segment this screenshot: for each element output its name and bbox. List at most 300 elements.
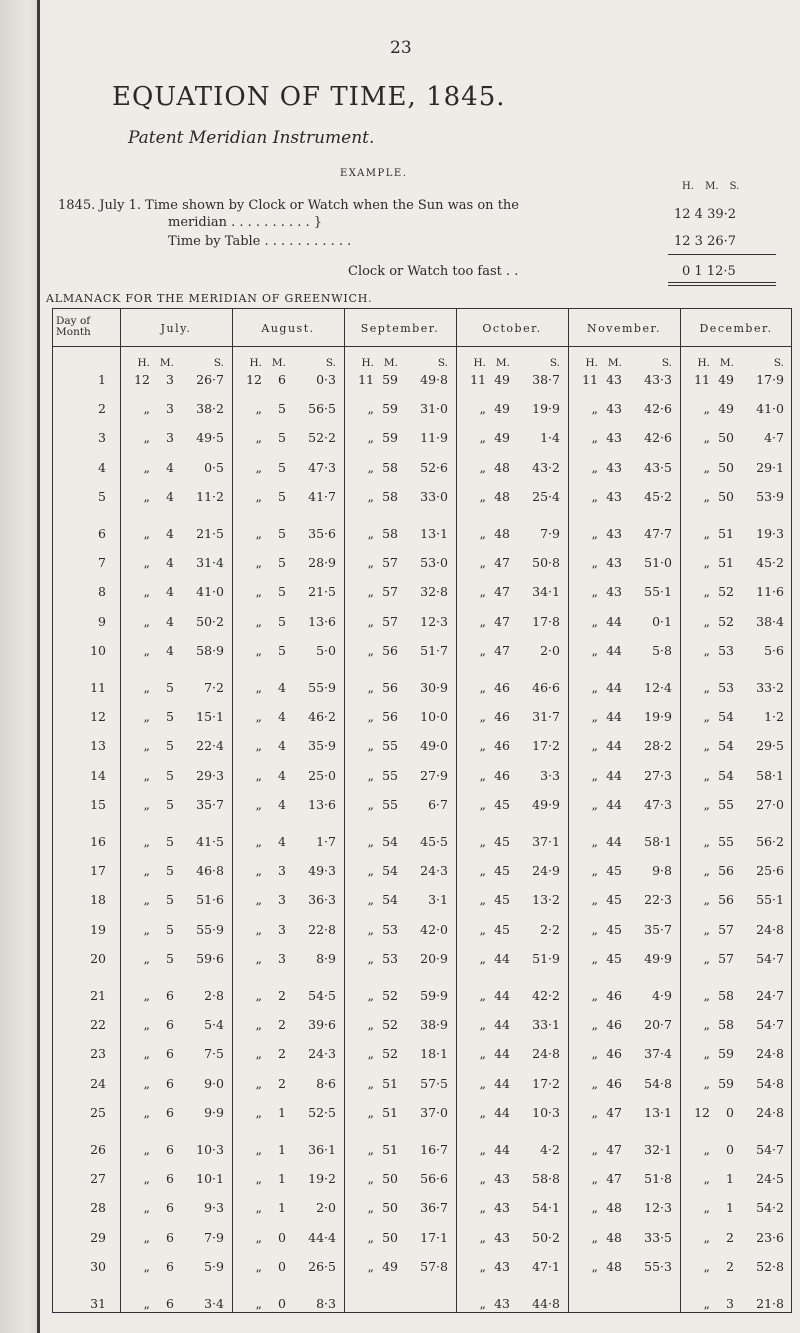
hours-cell: „: [591, 767, 598, 783]
seconds-cell: 52·6: [420, 459, 448, 475]
example-sum-rule: [668, 254, 776, 255]
seconds-cell: 43·2: [532, 459, 560, 475]
seconds-cell: 3·4: [204, 1296, 224, 1311]
hours-cell: „: [255, 613, 262, 629]
minutes-cell: 44: [606, 613, 622, 629]
seconds-cell: 24·8: [756, 1104, 784, 1120]
minutes-cell: 3: [278, 892, 286, 908]
minutes-cell: 43: [494, 1229, 510, 1245]
minutes-cell: 52: [718, 584, 734, 600]
minutes-cell: 46: [494, 709, 510, 725]
seconds-cell: 41·5: [196, 834, 224, 849]
hours-cell: „: [143, 459, 150, 475]
hours-cell: „: [703, 892, 710, 908]
minutes-cell: 53: [382, 921, 398, 937]
seconds-cell: 5·8: [652, 642, 672, 658]
month-header-september: September.: [360, 322, 440, 335]
seconds-cell: 9·9: [204, 1104, 224, 1120]
seconds-cell: 21·5: [308, 584, 336, 600]
unit-label: H.: [585, 357, 598, 369]
minutes-cell: 6: [166, 1075, 174, 1091]
minutes-cell: 59: [382, 401, 398, 417]
seconds-cell: 45·2: [644, 488, 672, 504]
minutes-cell: 43: [494, 1171, 510, 1187]
seconds-cell: 49·5: [196, 430, 224, 446]
seconds-cell: 32·1: [644, 1142, 672, 1157]
hours-cell: „: [591, 796, 598, 812]
seconds-cell: 24·3: [308, 1046, 336, 1062]
seconds-cell: 27·9: [420, 767, 448, 783]
day-number: 31: [90, 1296, 106, 1311]
seconds-cell: 29·5: [756, 738, 784, 754]
minutes-cell: 59: [718, 1075, 734, 1091]
seconds-cell: 54·5: [308, 988, 336, 1003]
seconds-cell: 56·6: [420, 1171, 448, 1187]
minutes-cell: 5: [278, 584, 286, 600]
hours-cell: „: [479, 1104, 486, 1120]
minutes-cell: 51: [382, 1142, 398, 1157]
seconds-cell: 9·0: [204, 1075, 224, 1091]
seconds-cell: 31·4: [196, 555, 224, 571]
seconds-cell: 55·1: [644, 584, 672, 600]
seconds-cell: 42·6: [644, 430, 672, 446]
unit-label: S.: [773, 357, 784, 369]
seconds-cell: 51·9: [532, 950, 560, 966]
seconds-cell: 13·6: [308, 613, 336, 629]
minutes-cell: 43: [606, 372, 622, 387]
hours-cell: „: [143, 555, 150, 571]
minutes-cell: 1: [278, 1142, 286, 1157]
month-header-december: December.: [699, 322, 773, 335]
seconds-cell: 47·7: [644, 526, 672, 541]
seconds-cell: 54·7: [756, 1142, 784, 1157]
minutes-cell: 46: [494, 767, 510, 783]
month-header-august: August.: [261, 322, 315, 335]
unit-label: S.: [325, 357, 336, 369]
column-divider: [232, 308, 233, 1313]
seconds-cell: 17·2: [532, 738, 560, 754]
minutes-cell: 58: [382, 488, 398, 504]
minutes-cell: 1: [278, 1171, 286, 1187]
day-number: 29: [90, 1229, 106, 1245]
minutes-cell: 57: [718, 921, 734, 937]
seconds-cell: 47·3: [308, 459, 336, 475]
minutes-cell: 50: [718, 459, 734, 475]
seconds-cell: 28·9: [308, 555, 336, 571]
hours-cell: „: [591, 863, 598, 879]
hours-cell: „: [591, 921, 598, 937]
minutes-cell: 1: [278, 1200, 286, 1216]
minutes-cell: 53: [718, 642, 734, 658]
day-number: 8: [98, 584, 106, 600]
day-number: 5: [98, 488, 106, 504]
seconds-cell: 13·1: [644, 1104, 672, 1120]
minutes-cell: 48: [494, 526, 510, 541]
minutes-cell: 4: [166, 459, 174, 475]
seconds-cell: 17·2: [532, 1075, 560, 1091]
minutes-cell: 45: [494, 796, 510, 812]
minutes-cell: 5: [166, 892, 174, 908]
page-title: EQUATION OF TIME, 1845.: [112, 82, 506, 112]
minutes-cell: 5: [278, 555, 286, 571]
seconds-cell: 54·7: [756, 1017, 784, 1033]
minutes-cell: 0: [278, 1229, 286, 1245]
seconds-cell: 19·3: [756, 526, 784, 541]
unit-label: M.: [271, 357, 286, 369]
seconds-cell: 12·4: [644, 680, 672, 695]
minutes-cell: 56: [382, 680, 398, 695]
hours-cell: „: [255, 1171, 262, 1187]
seconds-cell: 54·8: [756, 1075, 784, 1091]
hours-cell: „: [143, 767, 150, 783]
hours-cell: „: [479, 430, 486, 446]
hours-cell: 11: [358, 372, 374, 387]
minutes-cell: 3: [726, 1296, 734, 1311]
hours-cell: „: [591, 459, 598, 475]
minutes-cell: 0: [278, 1296, 286, 1311]
seconds-cell: 49·8: [420, 372, 448, 387]
hours-cell: „: [479, 1171, 486, 1187]
minutes-cell: 44: [494, 1075, 510, 1091]
minutes-cell: 56: [718, 892, 734, 908]
hours-cell: „: [367, 613, 374, 629]
hours-cell: 11: [582, 372, 598, 387]
minutes-cell: 57: [382, 613, 398, 629]
unit-label: S.: [437, 357, 448, 369]
seconds-cell: 33·1: [532, 1017, 560, 1033]
minutes-cell: 5: [166, 863, 174, 879]
minutes-cell: 2: [726, 1229, 734, 1245]
minutes-cell: 4: [278, 767, 286, 783]
seconds-cell: 55·9: [308, 680, 336, 695]
minutes-cell: 1: [726, 1200, 734, 1216]
seconds-cell: 53·9: [756, 488, 784, 504]
minutes-cell: 51: [718, 526, 734, 541]
seconds-cell: 15·1: [196, 709, 224, 725]
seconds-cell: 57·5: [420, 1075, 448, 1091]
hours-cell: 11: [470, 372, 486, 387]
seconds-cell: 54·8: [644, 1075, 672, 1091]
hours-cell: „: [591, 950, 598, 966]
seconds-cell: 22·3: [644, 892, 672, 908]
seconds-cell: 12·3: [420, 613, 448, 629]
seconds-cell: 8·6: [316, 1075, 336, 1091]
seconds-cell: 56·2: [756, 834, 784, 849]
hours-cell: „: [703, 680, 710, 695]
day-number: 19: [90, 921, 106, 937]
seconds-cell: 37·0: [420, 1104, 448, 1120]
equation-of-time-table: [52, 308, 792, 1313]
hours-cell: „: [591, 1171, 598, 1187]
seconds-cell: 17·1: [420, 1229, 448, 1245]
hours-cell: „: [367, 834, 374, 849]
hours-cell: „: [367, 526, 374, 541]
hours-cell: 12: [694, 1104, 710, 1120]
seconds-cell: 38·9: [420, 1017, 448, 1033]
seconds-cell: 53·0: [420, 555, 448, 571]
minutes-cell: 43: [606, 584, 622, 600]
hours-cell: „: [367, 892, 374, 908]
seconds-cell: 11·2: [196, 488, 224, 504]
minutes-cell: 58: [382, 526, 398, 541]
seconds-cell: 44·8: [532, 1296, 560, 1311]
hours-cell: „: [479, 921, 486, 937]
minutes-cell: 46: [494, 680, 510, 695]
minutes-cell: 54: [718, 738, 734, 754]
hours-cell: „: [143, 1258, 150, 1274]
hours-cell: „: [367, 1229, 374, 1245]
day-number: 27: [90, 1171, 106, 1187]
hours-cell: „: [143, 526, 150, 541]
seconds-cell: 24·8: [756, 921, 784, 937]
minutes-cell: 6: [166, 1017, 174, 1033]
seconds-cell: 11·9: [420, 430, 448, 446]
seconds-cell: 59·9: [420, 988, 448, 1003]
seconds-cell: 21·5: [196, 526, 224, 541]
seconds-cell: 10·0: [420, 709, 448, 725]
minutes-cell: 5: [278, 430, 286, 446]
minutes-cell: 58: [382, 459, 398, 475]
minutes-cell: 46: [606, 988, 622, 1003]
minutes-cell: 54: [718, 709, 734, 725]
minutes-cell: 44: [494, 1046, 510, 1062]
seconds-cell: 24·8: [532, 1046, 560, 1062]
minutes-cell: 46: [606, 1017, 622, 1033]
minutes-cell: 55: [718, 796, 734, 812]
hours-cell: „: [367, 1046, 374, 1062]
minutes-cell: 3: [166, 430, 174, 446]
hours-cell: „: [479, 401, 486, 417]
minutes-cell: 49: [382, 1258, 398, 1274]
hours-cell: „: [479, 555, 486, 571]
minutes-cell: 46: [606, 1075, 622, 1091]
seconds-cell: 13·2: [532, 892, 560, 908]
hours-cell: „: [367, 1258, 374, 1274]
minutes-cell: 6: [166, 1200, 174, 1216]
minutes-cell: 43: [606, 555, 622, 571]
minutes-cell: 47: [606, 1142, 622, 1157]
hours-cell: „: [703, 796, 710, 812]
hours-cell: „: [479, 1142, 486, 1157]
seconds-cell: 57·8: [420, 1258, 448, 1274]
minutes-cell: 48: [606, 1229, 622, 1245]
day-number: 17: [90, 863, 106, 879]
day-number: 11: [90, 680, 106, 695]
minutes-cell: 49: [718, 401, 734, 417]
minutes-cell: 48: [606, 1200, 622, 1216]
seconds-cell: 58·8: [532, 1171, 560, 1187]
seconds-cell: 41·0: [756, 401, 784, 417]
seconds-cell: 29·1: [756, 459, 784, 475]
seconds-cell: 19·9: [644, 709, 672, 725]
minutes-cell: 44: [494, 1104, 510, 1120]
seconds-cell: 46·2: [308, 709, 336, 725]
day-number: 12: [90, 709, 106, 725]
seconds-cell: 36·1: [308, 1142, 336, 1157]
hours-cell: „: [591, 709, 598, 725]
minutes-cell: 45: [494, 921, 510, 937]
minutes-cell: 53: [718, 680, 734, 695]
seconds-cell: 24·7: [756, 988, 784, 1003]
hours-cell: „: [479, 1017, 486, 1033]
hours-cell: „: [479, 892, 486, 908]
seconds-cell: 28·2: [644, 738, 672, 754]
minutes-cell: 1: [278, 1104, 286, 1120]
seconds-cell: 47·1: [532, 1258, 560, 1274]
minutes-cell: 59: [382, 430, 398, 446]
minutes-cell: 43: [494, 1258, 510, 1274]
hours-cell: „: [143, 1046, 150, 1062]
seconds-cell: 2·0: [316, 1200, 336, 1216]
minutes-cell: 52: [382, 1046, 398, 1062]
minutes-cell: 43: [494, 1296, 510, 1311]
day-number: 1: [98, 372, 106, 387]
hours-cell: „: [703, 1075, 710, 1091]
seconds-cell: 2·8: [204, 988, 224, 1003]
seconds-cell: 35·6: [308, 526, 336, 541]
seconds-cell: 27·0: [756, 796, 784, 812]
seconds-cell: 26·7: [196, 372, 224, 387]
seconds-cell: 49·0: [420, 738, 448, 754]
hours-cell: „: [703, 584, 710, 600]
minutes-cell: 2: [278, 988, 286, 1003]
seconds-cell: 45·5: [420, 834, 448, 849]
hours-cell: „: [591, 1229, 598, 1245]
minutes-cell: 44: [606, 642, 622, 658]
hours-cell: „: [479, 459, 486, 475]
day-number: 22: [90, 1017, 106, 1033]
seconds-cell: 18·1: [420, 1046, 448, 1062]
minutes-cell: 55: [382, 738, 398, 754]
seconds-cell: 0·1: [652, 613, 672, 629]
minutes-cell: 2: [278, 1075, 286, 1091]
minutes-cell: 4: [166, 584, 174, 600]
day-number: 9: [98, 613, 106, 629]
hours-cell: „: [255, 1046, 262, 1062]
hours-cell: 12: [134, 372, 150, 387]
minutes-cell: 59: [382, 372, 398, 387]
hours-cell: „: [703, 1046, 710, 1062]
minutes-cell: 49: [494, 430, 510, 446]
seconds-cell: 7·5: [204, 1046, 224, 1062]
seconds-cell: 0·3: [316, 372, 336, 387]
minutes-cell: 4: [166, 642, 174, 658]
seconds-cell: 24·8: [756, 1046, 784, 1062]
day-number: 30: [90, 1258, 106, 1274]
seconds-cell: 34·1: [532, 584, 560, 600]
seconds-cell: 8·9: [316, 950, 336, 966]
hours-cell: „: [143, 834, 150, 849]
seconds-cell: 12·3: [644, 1200, 672, 1216]
seconds-cell: 7·9: [204, 1229, 224, 1245]
hours-cell: „: [143, 1229, 150, 1245]
seconds-cell: 50·2: [532, 1229, 560, 1245]
hours-cell: „: [143, 863, 150, 879]
hours-cell: „: [591, 988, 598, 1003]
seconds-cell: 50·2: [196, 613, 224, 629]
hours-cell: „: [367, 459, 374, 475]
hours-cell: „: [591, 488, 598, 504]
minutes-cell: 47: [494, 555, 510, 571]
hours-cell: „: [591, 680, 598, 695]
day-number: 28: [90, 1200, 106, 1216]
hours-cell: „: [143, 950, 150, 966]
seconds-cell: 52·5: [308, 1104, 336, 1120]
hours-cell: „: [703, 1296, 710, 1311]
seconds-cell: 54·2: [756, 1200, 784, 1216]
seconds-cell: 10·3: [196, 1142, 224, 1157]
seconds-cell: 17·8: [532, 613, 560, 629]
seconds-cell: 38·2: [196, 401, 224, 417]
seconds-cell: 43·5: [644, 459, 672, 475]
hours-cell: „: [367, 1017, 374, 1033]
seconds-cell: 5·9: [204, 1258, 224, 1274]
hours-cell: „: [367, 401, 374, 417]
hours-cell: „: [367, 584, 374, 600]
seconds-cell: 25·6: [756, 863, 784, 879]
seconds-cell: 37·4: [644, 1046, 672, 1062]
minutes-cell: 58: [718, 1017, 734, 1033]
hours-cell: „: [255, 767, 262, 783]
seconds-cell: 35·9: [308, 738, 336, 754]
hours-cell: 12: [246, 372, 262, 387]
minutes-cell: 4: [166, 488, 174, 504]
minutes-cell: 5: [278, 401, 286, 417]
day-number: 10: [90, 642, 106, 658]
hours-cell: „: [367, 555, 374, 571]
hours-cell: „: [591, 1017, 598, 1033]
seconds-cell: 10·3: [532, 1104, 560, 1120]
column-divider: [120, 308, 121, 1313]
minutes-cell: 4: [166, 555, 174, 571]
unit-label: H.: [697, 357, 710, 369]
seconds-cell: 58·9: [196, 642, 224, 658]
minutes-cell: 0: [278, 1258, 286, 1274]
minutes-cell: 44: [494, 950, 510, 966]
day-number: 15: [90, 796, 106, 812]
hours-cell: „: [143, 1075, 150, 1091]
minutes-cell: 6: [166, 1104, 174, 1120]
seconds-cell: 11·6: [756, 584, 784, 600]
minutes-cell: 5: [166, 767, 174, 783]
hours-cell: „: [703, 642, 710, 658]
hours-cell: „: [255, 834, 262, 849]
minutes-cell: 53: [382, 950, 398, 966]
minutes-cell: 4: [278, 709, 286, 725]
seconds-cell: 54·1: [532, 1200, 560, 1216]
minutes-cell: 55: [718, 834, 734, 849]
hours-cell: „: [479, 709, 486, 725]
hours-cell: „: [255, 680, 262, 695]
seconds-cell: 42·2: [532, 988, 560, 1003]
minutes-cell: 50: [718, 430, 734, 446]
minutes-cell: 47: [606, 1104, 622, 1120]
hours-cell: „: [591, 1142, 598, 1157]
minutes-cell: 57: [382, 555, 398, 571]
hours-cell: „: [591, 834, 598, 849]
seconds-cell: 50·8: [532, 555, 560, 571]
minutes-cell: 47: [494, 642, 510, 658]
minutes-cell: 45: [494, 834, 510, 849]
day-number: 20: [90, 950, 106, 966]
minutes-cell: 3: [278, 921, 286, 937]
minutes-cell: 44: [494, 988, 510, 1003]
hours-cell: „: [591, 1104, 598, 1120]
hours-cell: „: [367, 767, 374, 783]
minutes-cell: 43: [606, 459, 622, 475]
hours-cell: „: [255, 1017, 262, 1033]
hours-cell: „: [591, 613, 598, 629]
